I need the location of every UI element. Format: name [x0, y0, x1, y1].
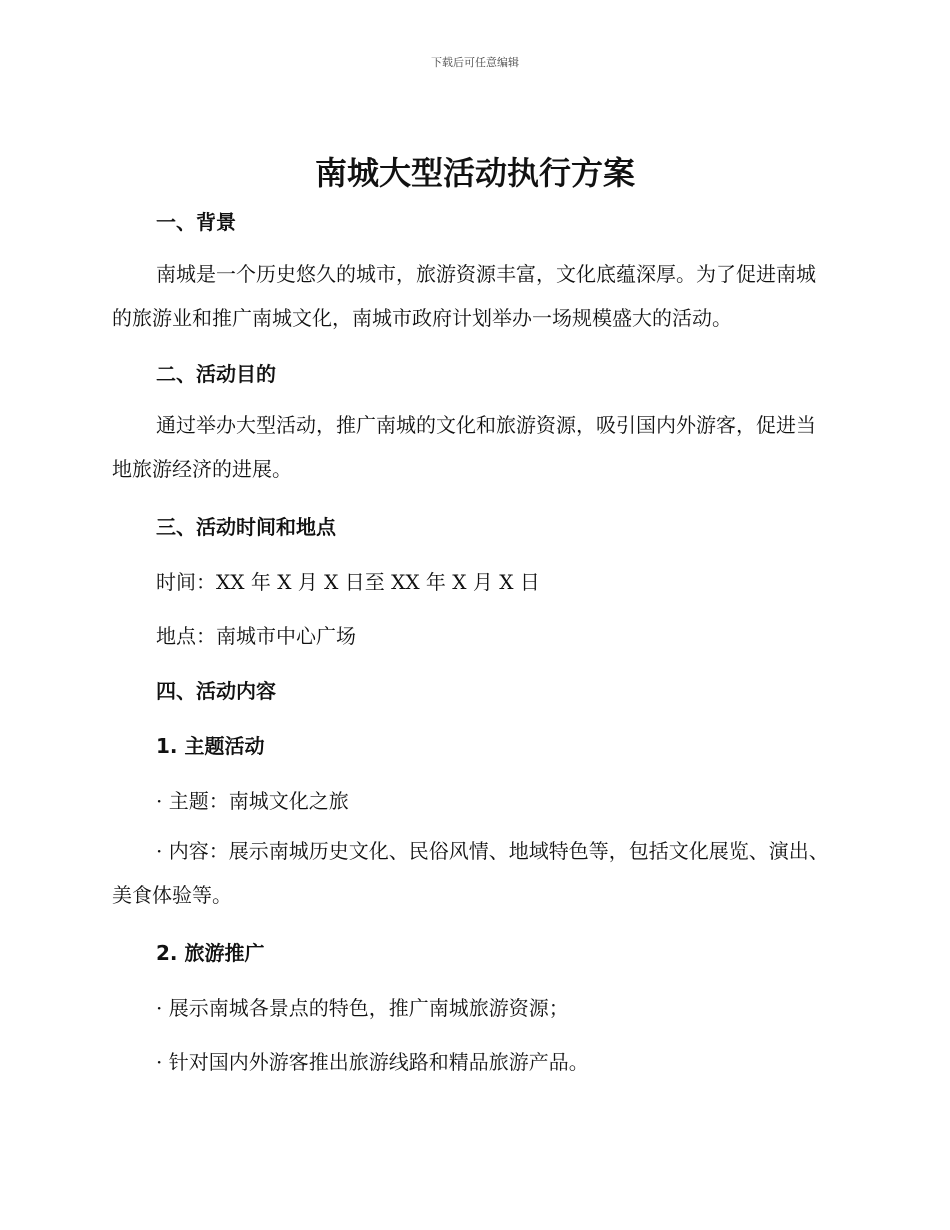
section-heading-background: 一、背景 — [156, 210, 236, 234]
tourism-item-1: · 展示南城各景点的特色，推广南城旅游资源； — [156, 996, 569, 1020]
paragraph-purpose: 通过举办大型活动，推广南城的文化和旅游资源，吸引国内外游客，促进当地旅游经济的进展。 — [112, 413, 816, 481]
subheading-tourism-promotion: 2. 旅游推广 — [156, 941, 265, 965]
section-heading-time-place: 三、活动时间和地点 — [156, 515, 336, 539]
activity-time: 时间：XX 年 X 月 X 日至 XX 年 X 月 X 日 — [156, 570, 540, 594]
header-note: 下载后可任意编辑 — [431, 56, 519, 69]
section-heading-purpose: 二、活动目的 — [156, 362, 276, 386]
document-title: 南城大型活动执行方案 — [314, 154, 635, 192]
subheading-theme-activity: 1. 主题活动 — [156, 734, 265, 758]
activity-place: 地点：南城市中心广场 — [156, 624, 356, 648]
tourism-item-2: · 针对国内外游客推出旅游线路和精品旅游产品。 — [156, 1050, 589, 1074]
section-heading-content: 四、活动内容 — [156, 679, 276, 703]
theme-item: · 主题：南城文化之旅 — [156, 789, 349, 813]
paragraph-background: 南城是一个历史悠久的城市，旅游资源丰富，文化底蕴深厚。为了促进南城的旅游业和推广南城文化，南城市政府计划举办一场规模盛大的活动。 — [112, 262, 816, 330]
content-item: · 内容：展示南城历史文化、民俗风情、地域特色等，包括文化展览、演出、美食体验等。 — [112, 839, 829, 907]
